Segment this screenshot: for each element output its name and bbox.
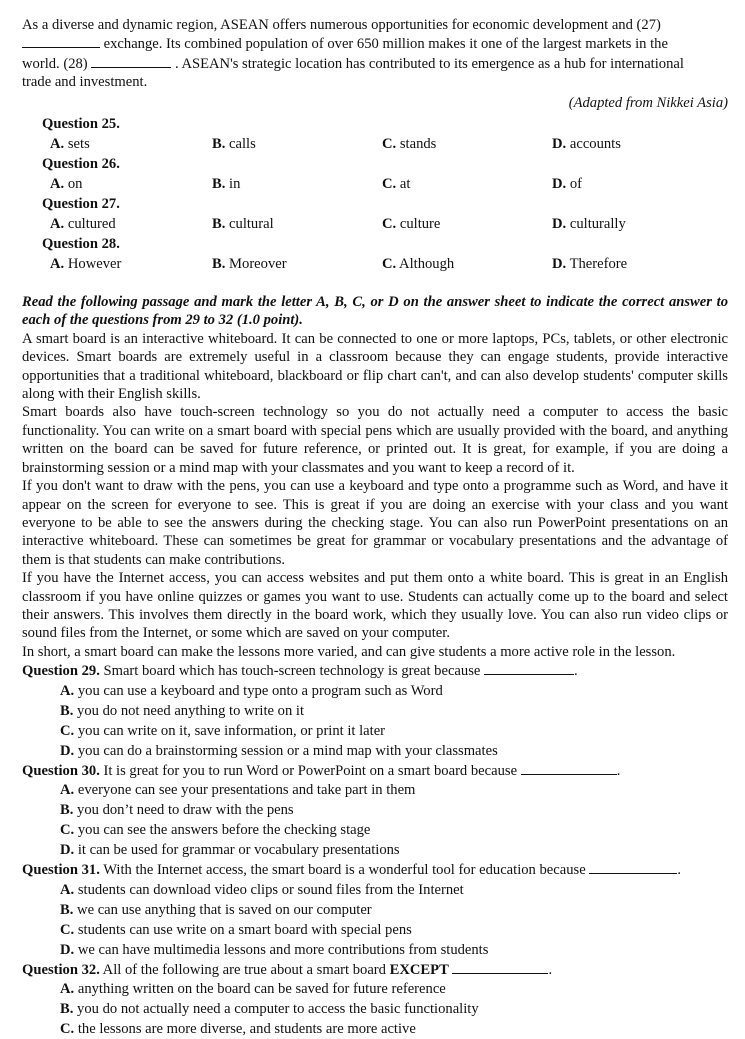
answer-text: everyone can see your presentations and take part in them <box>74 782 416 799</box>
answer-letter: B. <box>60 1001 74 1018</box>
question-31 <box>22 860 728 960</box>
answer-32c[interactable] <box>60 1019 728 1039</box>
answer-31a[interactable] <box>60 880 728 900</box>
option-27c[interactable] <box>382 214 552 234</box>
option-text: cultured <box>67 216 116 233</box>
passage-paragraph-3: If you don't want to draw with the pens, you can use a keyboard and type onto a programme such as Word, and have it appear on the screen for everyone to see. This is great if you are doing an exercise with your class and you want everyone to be able to see the answers during the checking stage. You can also run PowerPoint presentations on an interactive whiteboard. These can sometimes be great for grammar or vocabulary presentations and the advantage of them is that students can make contributions. <box>22 478 728 568</box>
passage-paragraph-4: If you have the Internet access, you can access websites and put them onto a white board. This is great in an English classroom if you have online quizzes or games you want to use. Students can actually come up to the board and select their answers. This involves them directly in the board work, which they usually love. You can also run video clips or sound files from the Internet, or some which are saved on your computer. <box>22 570 728 642</box>
answer-31d[interactable] <box>60 940 728 960</box>
cloze-line-3 <box>22 54 728 73</box>
option-26c[interactable] <box>382 174 552 194</box>
answer-30b[interactable] <box>60 800 728 820</box>
option-letter: C. <box>382 176 397 193</box>
option-letter: A. <box>50 216 65 233</box>
answer-letter: A. <box>60 981 75 998</box>
option-28b[interactable] <box>212 254 382 274</box>
exam-page <box>22 16 728 1039</box>
option-letter: A. <box>50 176 65 193</box>
question-27-title: Question 27. <box>42 196 120 213</box>
answer-text: you can use a keyboard and type onto a program such as Word <box>74 682 443 699</box>
answer-letter: C. <box>60 921 75 938</box>
question-30-answers <box>22 780 728 860</box>
answer-29a[interactable] <box>60 681 728 701</box>
question-label: Question 29. <box>22 663 100 680</box>
question-stem: It is great for you to run Word or PowerPoint on a smart board because <box>99 762 521 779</box>
answer-letter: D. <box>60 941 75 958</box>
option-text: of <box>569 176 583 193</box>
option-text: Although <box>399 256 455 273</box>
question-27-options <box>42 214 728 234</box>
section-instruction: Read the following passage and mark the letter A, B, C, or D on the answer sheet to indicate the correct answer to each of the questions from 29 to 32 (1.0 point). <box>22 294 728 329</box>
cloze-line-3b: . ASEAN's strategic location has contributed to its emergence as a hub for international <box>171 55 684 72</box>
answer-blank <box>521 761 617 775</box>
option-letter: A. <box>50 256 65 273</box>
option-text: culturally <box>569 216 626 233</box>
reading-passage <box>22 330 728 661</box>
option-letter: D. <box>552 256 567 273</box>
question-stem: All of the following are true about a smart board <box>99 961 390 978</box>
answer-text: it can be used for grammar or vocabulary presentations <box>74 842 400 859</box>
cloze-line-2 <box>22 34 728 53</box>
answer-letter: A. <box>60 881 75 898</box>
answer-text: you can write on it, save information, or print it later <box>74 722 386 739</box>
answer-letter: C. <box>60 722 75 739</box>
question-end: . <box>677 862 681 879</box>
option-text: in <box>229 176 241 193</box>
question-28-options <box>42 254 728 274</box>
option-letter: C. <box>382 136 397 153</box>
option-letter: A. <box>50 136 65 153</box>
answer-30c[interactable] <box>60 820 728 840</box>
question-25-title: Question 25. <box>42 116 120 133</box>
option-letter: C. <box>382 256 397 273</box>
question-end: . <box>548 961 553 978</box>
question-32 <box>22 960 728 1039</box>
option-letter: B. <box>212 136 226 153</box>
passage-paragraph-2: Smart boards also have touch-screen technology so you do not actually need a computer to access the basic functionality. You can write on a smart board with special pens which are usually provided with the board, and anything written on the board can be saved for future reference, or printed out. It is great, for example, if you are doing a brainstorming session or a mind map with your classmates and you want to keep a record of it. <box>22 404 728 476</box>
question-32-answers <box>22 979 728 1039</box>
option-text: Therefore <box>569 256 628 273</box>
option-text: Moreover <box>229 256 287 273</box>
passage-paragraph-5: In short, a smart board can make the lessons more varied, and can give students a more active role in the lesson. <box>22 643 676 660</box>
answer-letter: D. <box>60 742 75 759</box>
answer-32a[interactable] <box>60 979 728 999</box>
question-end: . <box>616 762 621 779</box>
question-label: Question 32. <box>22 961 100 978</box>
option-25a[interactable] <box>42 134 212 154</box>
question-26-title: Question 26. <box>42 156 120 173</box>
answer-30a[interactable] <box>60 780 728 800</box>
answer-letter: B. <box>60 702 74 719</box>
option-letter: B. <box>212 176 226 193</box>
answer-32b[interactable] <box>60 999 728 1019</box>
option-text: accounts <box>569 136 621 153</box>
blank-28 <box>91 54 171 68</box>
answer-text: students can use write on a smart board with special pens <box>74 921 412 938</box>
option-text: on <box>67 176 83 193</box>
option-text: at <box>399 176 411 193</box>
option-26d[interactable] <box>552 174 722 194</box>
question-stem: Smart board which has touch-screen technology is great because <box>99 663 485 680</box>
answer-29b[interactable] <box>60 701 728 721</box>
option-25b[interactable] <box>212 134 382 154</box>
option-letter: B. <box>212 256 226 273</box>
question-32-stem <box>22 960 728 980</box>
passage-paragraph-1: A smart board is an interactive whiteboard. It can be connected to one or more laptops, PCs, tablets, or other electronic devices. Smart boards are extremely useful in a classroom because they can engage students, provide interactive opportunities that a traditional whiteboard, blackboard or flip chart can't, and can also develop students' computer skills along with their English skills. <box>22 330 728 403</box>
cloze-line-3a: world. (28) <box>22 55 92 72</box>
question-stem-emphasis: EXCEPT <box>389 961 449 978</box>
answer-text: you do not need anything to write on it <box>73 702 305 719</box>
question-26-options <box>42 174 728 194</box>
answer-text: the lessons are more diverse, and students are more active <box>74 1021 416 1038</box>
option-25d[interactable] <box>552 134 722 154</box>
answer-31b[interactable] <box>60 900 728 920</box>
answer-text: we can use anything that is saved on our computer <box>73 901 372 918</box>
answer-29d[interactable] <box>60 741 728 761</box>
option-text: culture <box>399 216 441 233</box>
question-30-stem <box>22 761 728 781</box>
question-label: Question 31. <box>22 862 100 879</box>
option-26a[interactable] <box>42 174 212 194</box>
answer-letter: B. <box>60 901 74 918</box>
option-text: sets <box>67 136 90 153</box>
option-letter: B. <box>212 216 226 233</box>
question-stem: With the Internet access, the smart board is a wonderful tool for education because <box>99 862 590 879</box>
answer-30d[interactable] <box>60 840 728 860</box>
question-31-stem <box>22 860 728 880</box>
answer-letter: A. <box>60 682 75 699</box>
answer-text: you do not actually need a computer to access the basic functionality <box>73 1001 479 1018</box>
question-29-answers <box>22 681 728 761</box>
question-25-options <box>42 134 728 154</box>
option-28a[interactable] <box>42 254 212 274</box>
answer-blank <box>452 960 548 974</box>
cloze-line-4: trade and investment. <box>22 74 148 91</box>
option-text: calls <box>229 136 256 153</box>
mcq-25-28 <box>42 114 728 274</box>
answer-text: you don’t need to draw with the pens <box>73 802 294 819</box>
answer-text: we can have multimedia lessons and more contributions from students <box>74 941 489 958</box>
option-letter: C. <box>382 216 397 233</box>
answer-text: you can do a brainstorming session or a mind map with your classmates <box>74 742 498 759</box>
option-26b[interactable] <box>212 174 382 194</box>
option-text: However <box>67 256 122 273</box>
question-29 <box>22 661 728 761</box>
answer-text: anything written on the board can be saved for future reference <box>74 981 446 998</box>
option-25c[interactable] <box>382 134 552 154</box>
option-letter: D. <box>552 176 567 193</box>
question-28-title: Question 28. <box>42 236 120 253</box>
option-letter: D. <box>552 216 567 233</box>
cloze-passage-tail <box>22 16 728 112</box>
cloze-line-1: As a diverse and dynamic region, ASEAN offers numerous opportunities for economic development and (27) <box>22 17 661 33</box>
answer-text: students can download video clips or sound files from the Internet <box>74 881 464 898</box>
answer-blank <box>484 661 574 675</box>
cloze-line-2-text: exchange. Its combined population of over 650 million makes it one of the largest markets in the <box>100 36 668 53</box>
source-citation: (Adapted from Nikkei Asia) <box>568 94 728 111</box>
blank-27 <box>22 34 100 48</box>
question-end: . <box>574 663 578 680</box>
option-letter: D. <box>552 136 567 153</box>
option-text: stands <box>399 136 437 153</box>
question-30 <box>22 761 728 861</box>
answer-31c[interactable] <box>60 920 728 940</box>
option-text: cultural <box>229 216 274 233</box>
answer-letter: D. <box>60 842 75 859</box>
option-27b[interactable] <box>212 214 382 234</box>
answer-letter: C. <box>60 1021 75 1038</box>
answer-letter: B. <box>60 802 74 819</box>
option-27d[interactable] <box>552 214 722 234</box>
answer-text: you can see the answers before the checking stage <box>74 822 371 839</box>
question-29-stem <box>22 661 728 681</box>
option-27a[interactable] <box>42 214 212 234</box>
answer-29c[interactable] <box>60 721 728 741</box>
answer-letter: C. <box>60 822 75 839</box>
reading-questions <box>22 661 728 1039</box>
answer-letter: A. <box>60 782 75 799</box>
option-28c[interactable] <box>382 254 552 274</box>
question-label: Question 30. <box>22 762 100 779</box>
option-28d[interactable] <box>552 254 722 274</box>
answer-blank <box>589 860 677 874</box>
question-31-answers <box>22 880 728 960</box>
